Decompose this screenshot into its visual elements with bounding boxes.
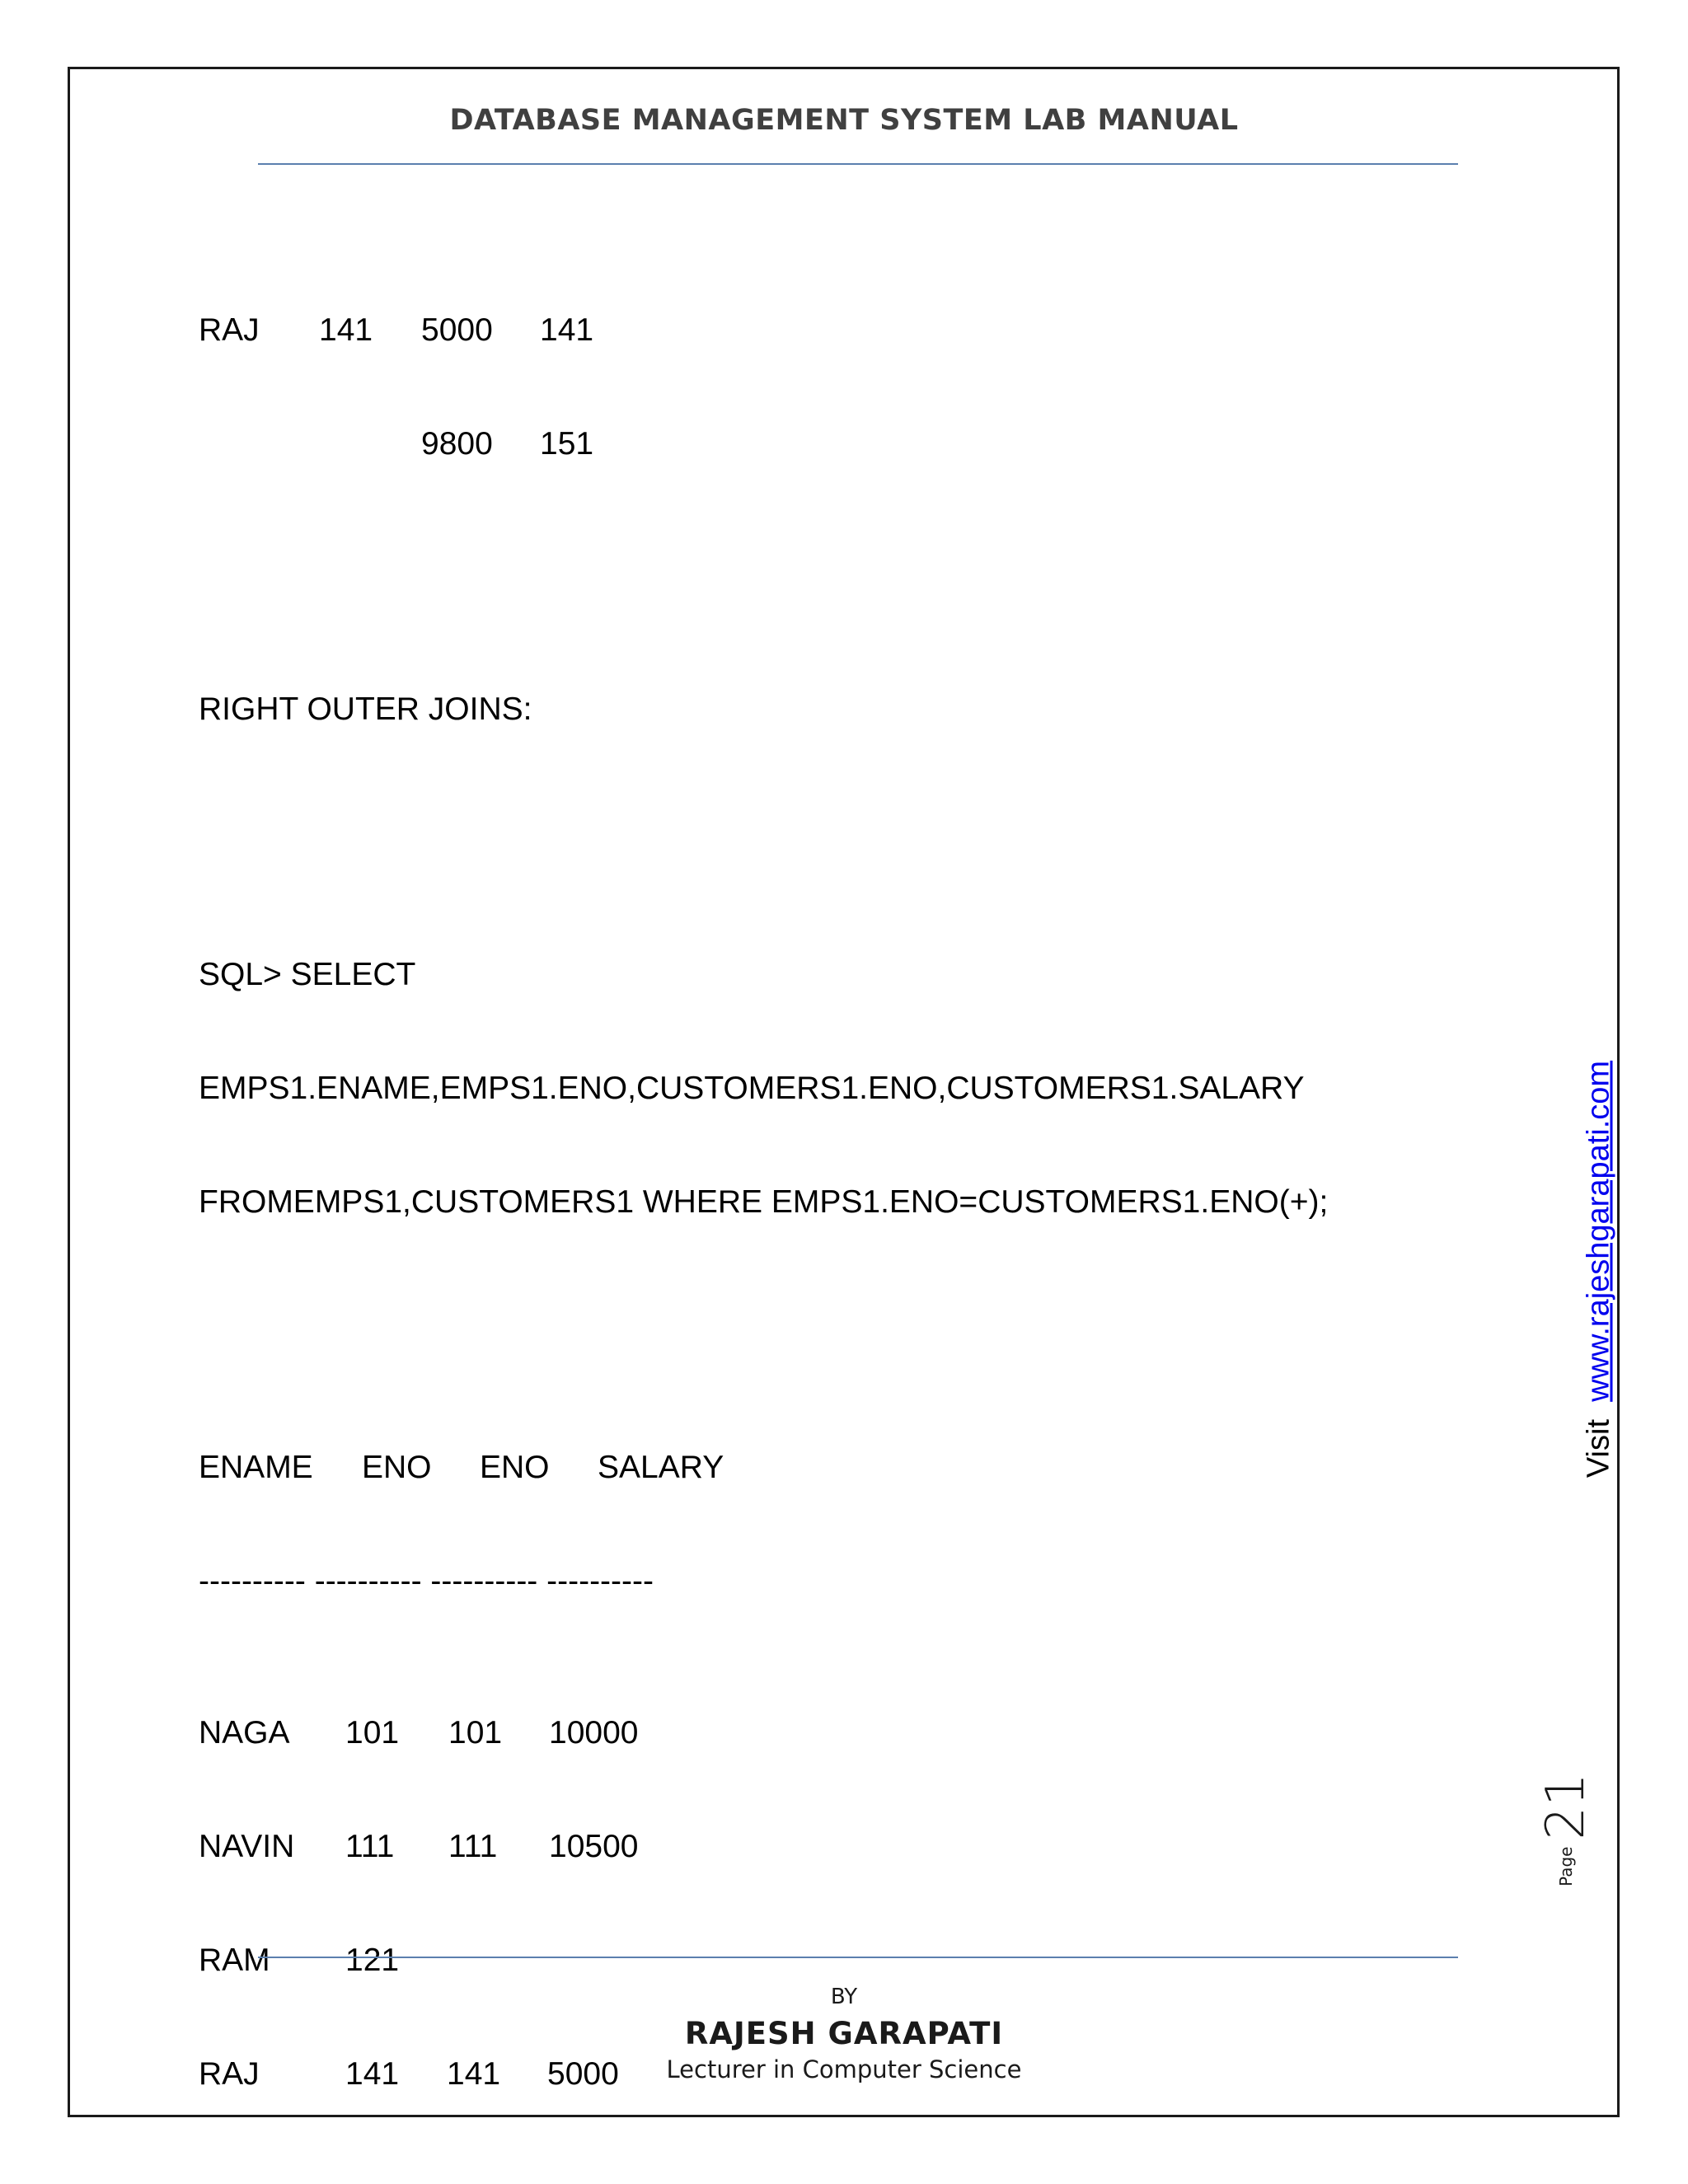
cell-salary: 10500: [549, 1829, 639, 1864]
sql-line-2: EMPS1.ENAME,EMPS1.ENO,CUSTOMERS1.ENO,CUSTOMERS1.SALARY: [199, 1071, 1305, 1106]
footer-by: BY: [830, 1985, 858, 2009]
cell-eno: 141: [345, 2056, 400, 2092]
website-link[interactable]: www.rajeshgarapati.com: [1581, 1060, 1616, 1402]
prev-cell-ename: RAJ: [199, 312, 260, 348]
result-header-row: [199, 1449, 1328, 1487]
prev-cell-salary: 5000: [421, 312, 493, 348]
section-heading: RIGHT OUTER JOINS:: [199, 691, 532, 727]
cell-eno-2: [448, 1942, 549, 1980]
cell-ename: RAM: [199, 1943, 270, 1978]
prev-cell-eno2: 141: [540, 312, 594, 348]
page-label: Page: [1556, 1846, 1576, 1886]
col-header-eno-2: ENO: [480, 1450, 550, 1485]
page-number: 21: [1536, 1773, 1597, 1840]
cell-eno-2: 141: [447, 2056, 501, 2092]
visit-label: Visit: [1581, 1418, 1616, 1479]
footer-role: Lecturer in Computer Science: [666, 2055, 1022, 2083]
prev-cell-eno: 141: [319, 312, 373, 348]
cell-eno: 101: [345, 1715, 400, 1750]
prev-cell-eno: [319, 425, 421, 463]
cell-salary: 5000: [547, 2056, 619, 2092]
page-number-block: [1536, 1773, 1597, 1886]
cell-eno: 111: [345, 1829, 395, 1864]
prev-row: [199, 312, 1328, 349]
col-header-salary: SALARY: [598, 1450, 724, 1485]
prev-cell-ename: [199, 425, 319, 463]
cell-ename: NAGA: [199, 1715, 290, 1750]
footer-rule: [258, 1957, 1458, 1958]
header-rule: [258, 163, 1458, 165]
page-header-title: DATABASE MANAGEMENT SYSTEM LAB MANUAL: [449, 104, 1239, 137]
sql-line-1: SQL> SELECT: [199, 957, 416, 992]
cell-eno-2: 101: [448, 1715, 503, 1750]
result-row: [199, 1942, 1328, 1980]
col-header-eno: ENO: [362, 1450, 432, 1485]
col-header-ename: ENAME: [199, 1450, 313, 1485]
side-visit-text: [1582, 1061, 1617, 1478]
result-row: [199, 1714, 1328, 1752]
result-row: [199, 1828, 1328, 1866]
cell-salary: 10000: [549, 1715, 639, 1750]
prev-cell-salary: 9800: [421, 426, 493, 462]
cell-eno-2: 111: [448, 1829, 498, 1864]
prev-row: [199, 425, 1328, 463]
footer-author: RAJESH GARAPATI: [684, 2016, 1004, 2051]
cell-eno: 121: [345, 1943, 400, 1978]
sql-line-3: FROMEMPS1,CUSTOMERS1 WHERE EMPS1.ENO=CUSTOMERS1.ENO(+);: [199, 1184, 1329, 1220]
result-separator: ---------- ---------- ---------- ----------: [199, 1563, 654, 1599]
document-body: [199, 198, 1328, 2131]
cell-ename: NAVIN: [199, 1829, 295, 1864]
prev-cell-eno2: 151: [540, 426, 594, 462]
cell-ename: RAJ: [199, 2056, 260, 2092]
